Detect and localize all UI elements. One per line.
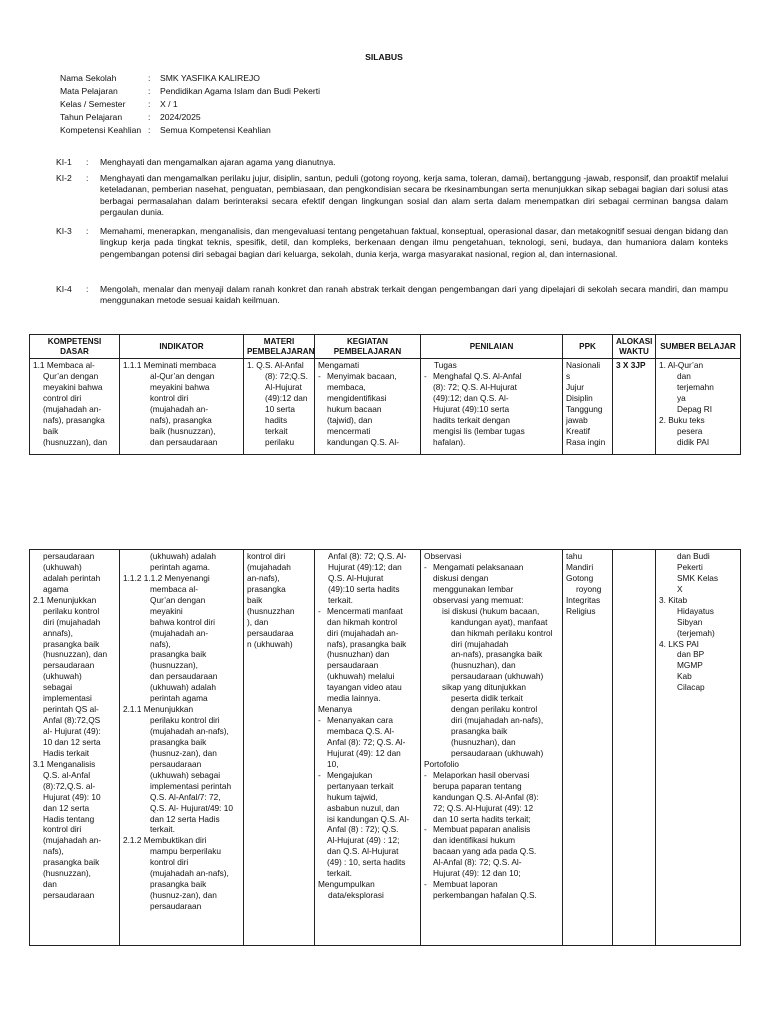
materi-line: persaudaraa [247,627,294,638]
sumber-line: 4. LKS PAI [659,638,699,649]
ppk-value: s [566,370,571,381]
kd-line: (mujahadah an- [43,403,102,414]
kd-line: persaudaraan [43,551,95,561]
sumber-line: dan Budi [677,551,710,561]
list-item [318,606,417,704]
indikator-line: nafs), [150,638,171,649]
list-item-line: kandungan Q.S. Al-Anfal (8): [433,791,539,802]
cell-sumber [656,359,741,455]
ki-colon: : [86,157,89,167]
ki-colon: : [86,226,89,236]
kd-line: implementasi [43,693,92,704]
list-item-line: Anfal (8): 72; Q.S. Al- [327,736,406,747]
kegiatan-line: Mengumpulkan [318,879,375,890]
penilaian-line: diri (mujahadah an-nafs), [451,715,544,726]
list-item [424,770,559,825]
kegiatan-line: data/eksplorasi [328,890,384,901]
list-item [318,371,417,448]
sumber-line: MGMP [677,660,703,671]
table-row [30,359,741,455]
penilaian-line: prasangka baik [451,726,508,736]
indikator-line: 2.1.2 Membuktikan diri [123,835,207,846]
materi-line: baik [247,594,263,605]
info-label: Kompetensi Keahlian [60,125,142,135]
alokasi-value: 3 X 3JP [616,360,646,370]
ppk-value: Mandiri [566,561,594,572]
list-item-line: Hujurat (49):10 serta [433,403,510,414]
list-item [424,824,559,879]
list-item-line: - Membuat laporan [433,879,498,890]
list-item-line: Hujurat (49): 12 dan [327,747,401,758]
indikator-line: persaudaraan [150,758,202,769]
indikator-line: (ukhuwah) sebagai [150,769,221,780]
list-item-line: (8): 72; Q.S. Al-Hujurat [433,381,517,392]
info-row [60,112,320,125]
sumber-line: Kab [677,671,692,682]
list-item-line: berupa paparan tentang [433,780,522,791]
kd-line: Hadis tentang [43,813,95,824]
kd-line: Qur’an dengan [43,370,99,381]
info-sep: : [148,86,151,96]
indikator-line: (ukhuwah) adalah [150,551,216,561]
list-item-line: dan hikmah kontrol [327,616,398,627]
indikator-line: (mujahadah an- [150,403,209,414]
materi-line: perilaku [265,436,295,447]
ppk-value: Disiplin [566,392,593,403]
penilaian-line: persaudaraan (ukhuwah) [451,747,544,758]
indikator-line: (husnuzzan), [150,660,198,671]
list-item-line: Al-Anfal (8): 72; Q.S. Al- [433,857,522,868]
header-sumber: SUMBER BELAJAR [656,335,741,359]
indikator-line: meyakini bahwa [150,381,210,392]
indikator-line: mampu berperilaku [150,846,222,857]
sumber-line: ya [677,392,686,403]
ki-colon: : [86,284,89,294]
kd-line: (8):72,Q.S. al- [43,780,96,791]
sumber-line: terjemahn [677,381,714,392]
ki-text: Memahami, menerapkan, menganalisis, dan mengevaluasi tentang pengetahuan faktual, konseptual, operasional dasar, dan metakognitif sesuai dengan bidang dan lingkup kerja pada tingkat teknis, spesifik, detil, dan kompleks, berkenaan dengan ilmu pengetahuan, teknologi, seni, budaya, dan humaniora dalam konteks pengembangan potensi diri sebagai bagian dari keluarga, sekolah, dunia kerja, warga masyarakat nasional, region al, dan internasional. [100,226,728,259]
kd-line: (ukhuwah) [43,561,82,572]
list-item [318,770,417,879]
cell-alokasi [613,550,656,946]
list-item-line: membaca, [327,381,366,392]
indikator-line: dan persaudaraan [150,436,218,447]
penilaian-line: dan hikmah perilaku kontrol [451,627,553,638]
penilaian-line: sikap yang ditunjukkan [442,682,526,693]
indikator-line: (mujahadah an- [150,627,209,638]
kd-line: annafs), [43,627,73,638]
kd-line: diri (mujahadah [43,616,101,627]
list-item-line: dan Q.S. Al-Hujurat [327,846,399,857]
kd-line: (husnuzzan), dan [43,649,108,660]
ppk-value: royong [576,583,602,594]
info-value: SMK YASFIKA KALIREJO [160,73,260,83]
cell-ppk [563,550,613,946]
cell-kegiatan [315,550,421,946]
info-label: Nama Sekolah [60,73,117,83]
indikator-line: membaca al- [150,583,198,594]
indikator-line: dan 12 serta Hadis [150,813,220,824]
kd-line: 1.1 Membaca al- [33,360,95,370]
info-row [60,86,320,99]
ppk-value: Kreatif [566,425,590,436]
info-value: Semua Kompetensi Keahlian [160,125,271,135]
indikator-line: persaudaraan [150,901,202,911]
kd-line: Anfal (8):72,QS [43,715,101,726]
kd-line: dan [43,879,57,890]
materi-line: (49):12 dan [265,392,308,403]
ki-item [56,157,728,168]
ppk-value: Jujur [566,381,584,392]
ppk-value: tahu [566,551,583,561]
penilaian-heading: Tugas [434,360,457,370]
list-item-line: (tajwid), dan [327,414,373,425]
kd-line: (husnuzzan), [43,868,91,879]
list-item-line: media lainnya. [327,693,381,704]
kd-line: perintah QS al- [43,704,99,715]
penilaian-line: dengan perilaku kontrol [451,704,538,715]
indikator-line: 2.1.1 Menunjukkan [123,704,194,715]
list-item-line: menggunakan lembar [433,583,514,594]
materi-line: 1. Q.S. Al-Anfal [247,360,304,370]
penilaian-line: kandungan ayat), manfaat [451,616,548,627]
materi-line: n (ukhuwah) [247,638,293,649]
list-item-line: 72; Q.S. Al-Hujurat (49): 12 [433,802,534,813]
ppk-value: Gotong [566,572,594,583]
materi-line: Al-Hujurat [265,381,302,392]
kd-line: (mujahadah an- [43,835,102,846]
list-item-line: (husnuzhan) dan [327,649,390,660]
kd-line: 10 dan 12 serta [43,736,101,747]
indikator-line: Q.S. Al-Anfal/7: 72, [150,791,221,802]
list-item-line: mencermati [327,425,371,436]
cell-kegiatan [315,359,421,455]
ppk-value: Religius [566,605,596,616]
ki-item [56,173,728,218]
sumber-line: 1. Al-Qur’an [659,360,704,370]
list-item-line: bacaan yang ada pada Q.S. [433,846,537,857]
indikator-line: perilaku kontrol diri [150,715,220,726]
indikator-line: kontrol diri [150,392,189,403]
info-label: Kelas / Semester [60,99,126,109]
indikator-line: (husnuz-zan), dan [150,747,217,758]
info-value: X / 1 [160,99,178,109]
cell-penilaian [421,550,563,946]
sumber-line: dan BP [677,649,705,660]
kegiatan-line: terkait. [328,594,353,605]
list-item-line: hafalan). [433,436,466,447]
list-item-line: (49) : 10, serta hadits [327,857,406,868]
kd-line: persaudaraan [43,660,95,671]
header-indikator: INDIKATOR [120,335,244,359]
list-item-line: perkembangan hafalan Q.S. [433,890,537,901]
kd-line: prasangka baik [43,857,100,868]
kd-line: meyakini bahwa [43,381,103,392]
indikator-line: al-Qur’an dengan [150,370,215,381]
list-item-line: 10, [327,758,339,769]
materi-line: ), dan [247,616,269,627]
list-item-line: observasi yang memuat: [433,594,524,605]
indikator-line: terkait. [150,824,175,835]
kd-line: adalah perintah [43,572,101,583]
list-item [424,879,559,901]
list-item-line: hukum bacaan [327,403,382,414]
list-item-line: - Mengamati pelaksanaan [433,561,524,572]
school-info [60,73,320,138]
table-row [30,550,741,946]
materi-line: (8): 72;Q.S. [265,370,308,381]
indikator-line: (husnuz-zan), dan [150,890,217,901]
syllabus-table-continued [29,549,741,946]
list-item-line: Al-Hujurat (49) : 12; [327,835,400,846]
info-sep: : [148,73,151,83]
list-item [318,715,417,770]
kd-line: Hujurat (49): 10 [43,791,101,802]
list-item-line: (49):12; dan Q.S. Al- [433,392,509,403]
indikator-line: baik (husnuzzan), [150,425,216,436]
info-sep: : [148,125,151,135]
cell-materi [244,359,315,455]
kd-line: perilaku kontrol [43,605,100,616]
list-item-line: (ukhuwah) melalui [327,671,395,682]
kegiatan-line: Anfal (8): 72; Q.S. Al- [328,551,407,561]
sumber-line: pesera [677,425,703,436]
indikator-line: nafs), prasangka [150,414,212,425]
list-item-line: - Melaporkan hasil obervasi [433,769,530,780]
indikator-line: kontrol diri [150,857,189,868]
cell-ppk [563,359,613,455]
kd-line: agama [43,583,69,594]
list-item-line: dan 10 serta hadits terkait; [433,813,531,824]
list-item [424,371,559,448]
ppk-value: Tanggung [566,403,603,414]
sumber-line: Cilacap [677,682,705,693]
list-item-line: kandungan Q.S. Al- [327,436,399,447]
indikator-line: dan persaudaraan [150,671,218,682]
info-row [60,99,320,112]
sumber-line: Sibyan [677,616,703,627]
materi-line: (mujahadah [247,561,291,572]
penilaian-heading: Portofolio [424,758,460,769]
cell-sumber [656,550,741,946]
kd-line: dan 12 serta [43,802,90,813]
kd-line: Q.S. al-Anfal [43,769,91,780]
kegiatan-heading: Menanya [318,704,353,715]
list-item-line: terkait. [327,868,352,879]
info-label: Tahun Pelajaran [60,112,123,122]
info-value: 2024/2025 [160,112,201,122]
sumber-line: X [677,583,683,594]
sumber-line: SMK Kelas [677,572,719,583]
penilaian-line: isi diskusi (hukum bacaan, [442,605,540,616]
info-label: Mata Pelajaran [60,86,118,96]
kd-line: 2.1 Menunjukkan [33,594,97,605]
kegiatan-line: Hujurat (49):12; dan [328,561,402,572]
header-materi: MATERI PEMBELAJARAN [244,335,315,359]
header-kegiatan: KEGIATAN PEMBELAJARAN [315,335,421,359]
kd-line: al- Hujurat (49): [43,726,101,736]
list-item-line: - Menanyakan cara [327,715,393,726]
list-item-line: tayangan video atau [327,682,402,693]
ppk-value: Nasionali [566,360,601,370]
list-item-line: hadits terkait dengan [433,414,511,425]
ki-item [56,226,728,260]
kd-line: 3.1 Menganalisis [33,758,96,769]
penilaian-line: diri (mujahadah [451,638,509,649]
sumber-line: didik PAI [677,436,710,447]
indikator-line: perintah agama. [150,561,210,572]
list-item-line: diskusi dengan [433,572,489,583]
materi-line: an-nafs), [247,572,280,583]
list-item-line: mengisi lis (lembar tugas [433,425,525,436]
indikator-line: 1.1.2 1.1.2 Menyenangi [123,572,210,583]
list-item-line: membaca Q.S. Al- [327,726,395,736]
kegiatan-line: (49):10 serta hadits [328,583,400,594]
penilaian-heading: Observasi [424,551,462,561]
indikator-line: implementasi perintah [150,780,232,791]
list-item-line: persaudaraan [327,660,379,671]
header-kompetensi-dasar: KOMPETENSI DASAR [30,335,120,359]
cell-indikator [120,359,244,455]
list-item-line: - Menghafal Q.S. Al-Anfal [433,370,522,381]
ki-text: Menghayati dan mengamalkan ajaran agama yang dianutnya. [100,157,336,167]
kd-line: sebagai [43,682,73,693]
list-item-line: isi kandungan Q.S. Al- [327,813,410,824]
ppk-value: Integritas [566,594,601,605]
header-ppk: PPK [563,335,613,359]
list-item-line: Hujurat (49): 12 dan 10; [433,868,521,879]
materi-line: (husnuzzhan [247,605,295,616]
indikator-line: perintah agama [150,693,208,704]
ki-colon: : [86,173,89,183]
list-item-line: - Mencermati manfaat [327,605,403,616]
list-item-line: mengidentifikasi [327,392,387,403]
kd-line: baik [43,425,59,436]
cell-materi [244,550,315,946]
indikator-line: Qur’an dengan [150,594,206,605]
indikator-line: (ukhuwah) adalah [150,682,216,693]
list-item-line: pertanyaan terkait [327,780,394,791]
penilaian-line: an-nafs), prasangka baik [451,649,543,660]
penilaian-line: persaudaraan (ukhuwah) [451,671,544,682]
kd-line: control diri [43,392,82,403]
ki-code: KI-3 [56,226,72,236]
sumber-line: 2. Buku teks [659,414,705,425]
list-item-line: asbabun nuzul, dan [327,802,400,813]
sumber-line: 3. Kitab [659,594,688,605]
materi-line: 10 serta [265,403,295,414]
header-alokasi: ALOKASI WAKTU [613,335,656,359]
cell-alokasi [613,359,656,455]
sumber-line: dan [677,370,691,381]
ppk-value: Rasa ingin [566,436,606,447]
kd-line: persaudaraan [43,890,95,901]
sumber-line: Pekerti [677,561,703,572]
kd-line: nafs), prasangka [43,414,105,425]
indikator-line: 1.1.1 Meminati membaca [123,360,217,370]
indikator-line: prasangka baik [150,736,207,747]
kd-line: prasangka baik [43,638,100,649]
kegiatan-heading: Mengamati [318,360,360,370]
header-penilaian: PENILAIAN [421,335,563,359]
materi-line: hadits [265,414,288,425]
penilaian-line: peserta didik terkait [451,693,523,704]
indikator-line: (mujahadah an-nafs), [150,868,229,879]
kegiatan-line: Q.S. Al-Hujurat [328,572,384,583]
info-row [60,125,320,138]
cell-kd [30,359,120,455]
ki-code: KI-1 [56,157,72,167]
kd-line: nafs), [43,846,64,857]
penilaian-line: (husnuzhan), dan [451,660,516,671]
kd-line: (husnuzzan), dan [43,436,108,447]
sumber-line: Hidayatus [677,605,714,616]
info-sep: : [148,112,151,122]
ki-item [56,284,728,307]
list-item-line: Anfal (8) : 72); Q.S. [327,824,399,835]
list-item-line: diri (mujahadah an- [327,627,399,638]
document-title: SILABUS [365,52,403,62]
info-row [60,73,320,86]
indikator-line: prasangka baik [150,879,207,890]
table-header-row [30,335,741,359]
list-item-line: - Membuat paparan analisis [433,824,531,835]
indikator-line: bahwa kontrol diri [150,616,216,627]
kd-line: Hadis terkait [43,747,90,758]
list-item-line: dan identifikasi hukum [433,835,516,846]
list-item [424,562,559,606]
ki-code: KI-2 [56,173,72,183]
list-item-line: hukum tajwid, [327,791,378,802]
kd-line: kontrol diri [43,824,82,835]
kd-line: (ukhuwah) [43,671,82,682]
cell-penilaian [421,359,563,455]
cell-indikator [120,550,244,946]
list-item-line: - Menyimak bacaan, [327,370,397,381]
ki-text: Mengolah, menalar dan menyaji dalam ranah konkret dan ranah abstrak terkait dengan pengembangan dari yang dipelajari di sekolah secara mandiri, dan mampu menggunakan metode sesuai kaidah keilmuan. [100,284,728,306]
indikator-line: prasangka baik [150,649,207,660]
ki-code: KI-4 [56,284,72,294]
indikator-line: (mujahadah an-nafs), [150,726,229,736]
sumber-line: (terjemah) [677,627,715,638]
cell-kd [30,550,120,946]
list-item-line: nafs), prasangka baik [327,638,407,649]
materi-line: prasangka [247,583,286,594]
materi-line: kontrol diri [247,551,286,561]
indikator-line: meyakini [150,605,183,616]
info-sep: : [148,99,151,109]
ki-text: Menghayati dan mengamalkan perilaku jujur, disiplin, santun, peduli (gotong royong, kerja sama, toleran, damai), bertanggung -jawab, responsif, dan proaktif melalui keteladanan, pemberian nasehat, penguatan, pembiasaan, dan pengkondisian secara be rkesinambungan serta menunjukkan sikap sebagai bagian dari solusi atas berbagai permasalahan dalam berinteraksi secara efektif dengan lingkungan sosial dan alam serta dalam menempatkan diri sebagai cerminan bangsa dalam pergaulan dunia. [100,173,728,218]
list-item-line: - Mengajukan [327,769,373,780]
penilaian-line: (husnuzhan), dan [451,736,516,747]
sumber-line: Depag RI [677,403,713,414]
indikator-line: Q.S. Al- Hujurat/49: 10 [150,802,234,813]
ppk-value: jawab [566,414,588,425]
materi-line: terkait [265,425,288,436]
info-value: Pendidikan Agama Islam dan Budi Pekerti [160,86,321,96]
syllabus-table-top [29,334,741,455]
